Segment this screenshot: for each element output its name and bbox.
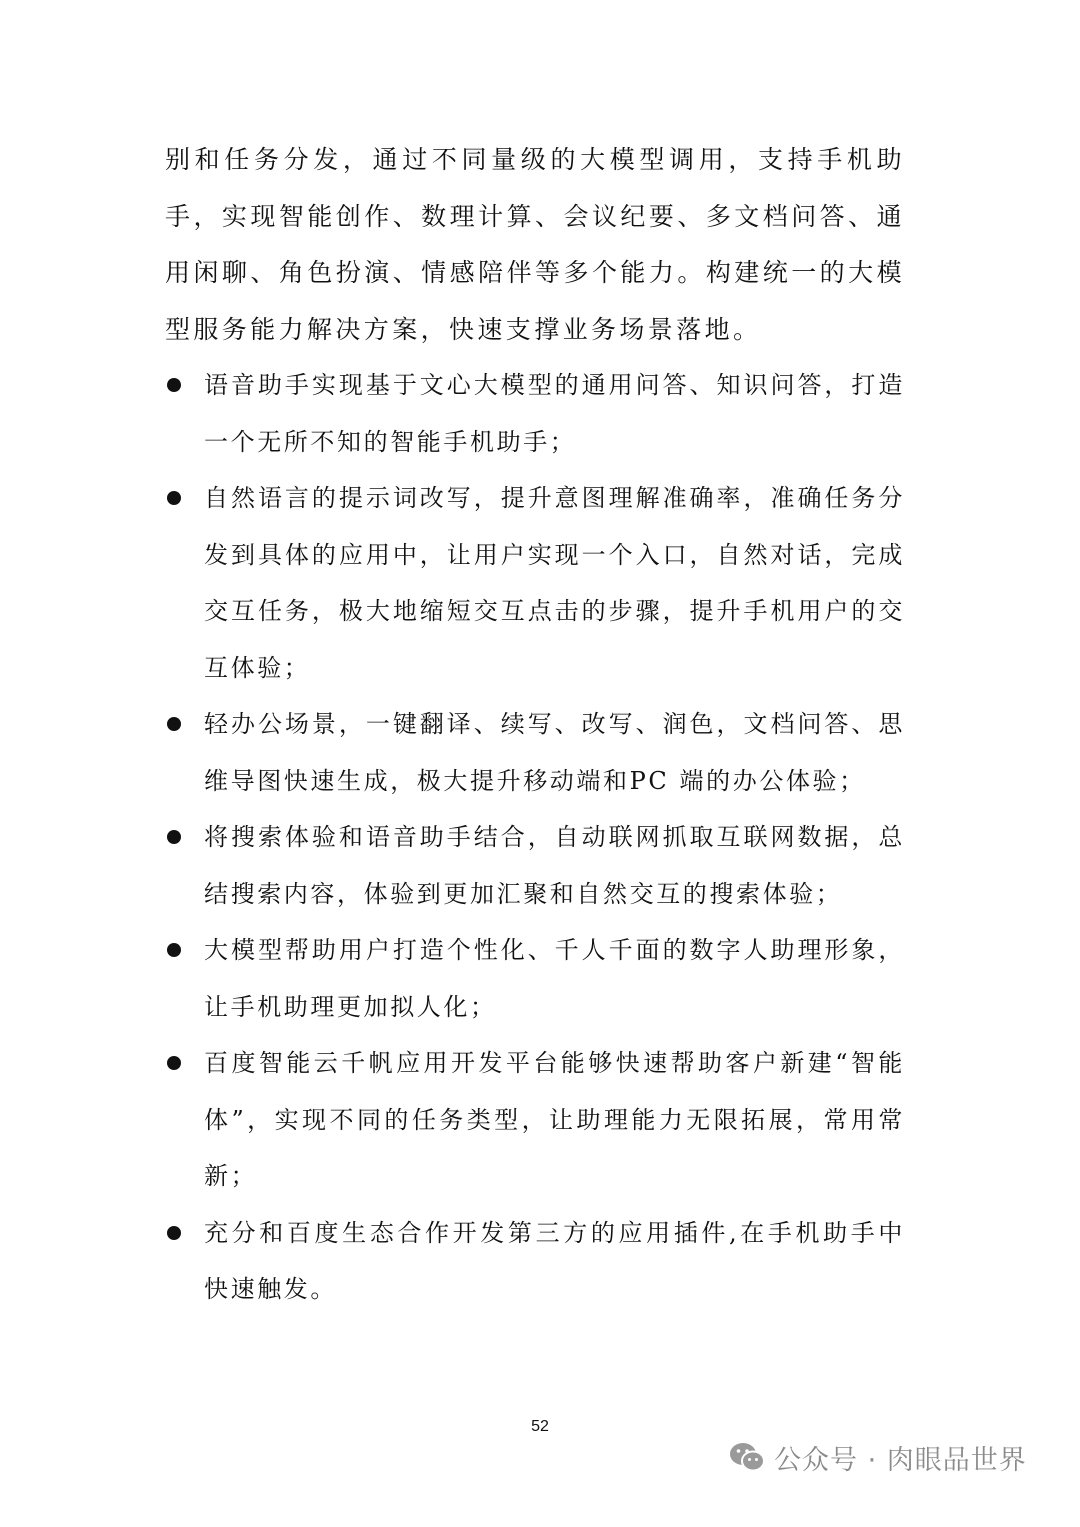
bullet-list xyxy=(165,357,905,1318)
bullet-item xyxy=(165,809,905,922)
bullet-item xyxy=(165,1205,905,1318)
bullet-item xyxy=(165,696,905,809)
bullet-text: 自然语言的提示词改写，提升意图理解准确率，准确任务分发到具体的应用中，让用户实现一个入口，自然对话，完成交互任务，极大地缩短交互点击的步骤，提升手机用户的交互体验； xyxy=(204,484,905,682)
bullet-dot-icon xyxy=(167,378,181,392)
bullet-item xyxy=(165,1035,905,1205)
bullet-dot-icon xyxy=(167,491,181,505)
bullet-dot-icon xyxy=(167,830,181,844)
bullet-text: 语音助手实现基于文心大模型的通用问答、知识问答，打造一个无所不知的智能手机助手； xyxy=(204,371,905,456)
bullet-text: 大模型帮助用户打造个性化、千人千面的数字人助理形象，让手机助理更加拟人化； xyxy=(204,936,905,1021)
bullet-text: 充分和百度生态合作开发第三方的应用插件,在手机助手中快速触发。 xyxy=(204,1218,905,1303)
bullet-item xyxy=(165,357,905,470)
bullet-dot-icon xyxy=(167,943,181,957)
watermark xyxy=(728,1432,1027,1482)
bullet-text: 百度智能云千帆应用开发平台能够快速帮助客户新建“智能体”，实现不同的任务类型，让助理能力无限拓展，常用常新； xyxy=(204,1049,905,1190)
page-number: 52 xyxy=(531,1418,549,1435)
bullet-text: 将搜索体验和语音助手结合，自动联网抓取互联网数据，总结搜索内容，体验到更加汇聚和自然交互的搜索体验； xyxy=(204,823,905,908)
bullet-item xyxy=(165,470,905,696)
watermark-text: 公众号 · 肉眼品世界 xyxy=(774,1444,1027,1476)
bullet-text: 轻办公场景，一键翻译、续写、改写、润色，文档问答、思维导图快速生成，极大提升移动端和PC 端的办公体验； xyxy=(204,710,905,795)
bullet-dot-icon xyxy=(167,717,181,731)
bullet-item xyxy=(165,922,905,1035)
bullet-dot-icon xyxy=(167,1056,181,1070)
bullet-dot-icon xyxy=(167,1226,181,1240)
intro-paragraph: 别和任务分发，通过不同量级的大模型调用，支持手机助手，实现智能创作、数理计算、会议纪要、多文档问答、通用闲聊、角色扮演、情感陪伴等多个能力。构建统一的大模型服务能力解决方案，快速支撑业务场景落地。 xyxy=(165,145,905,344)
wechat-icon xyxy=(728,1440,766,1474)
